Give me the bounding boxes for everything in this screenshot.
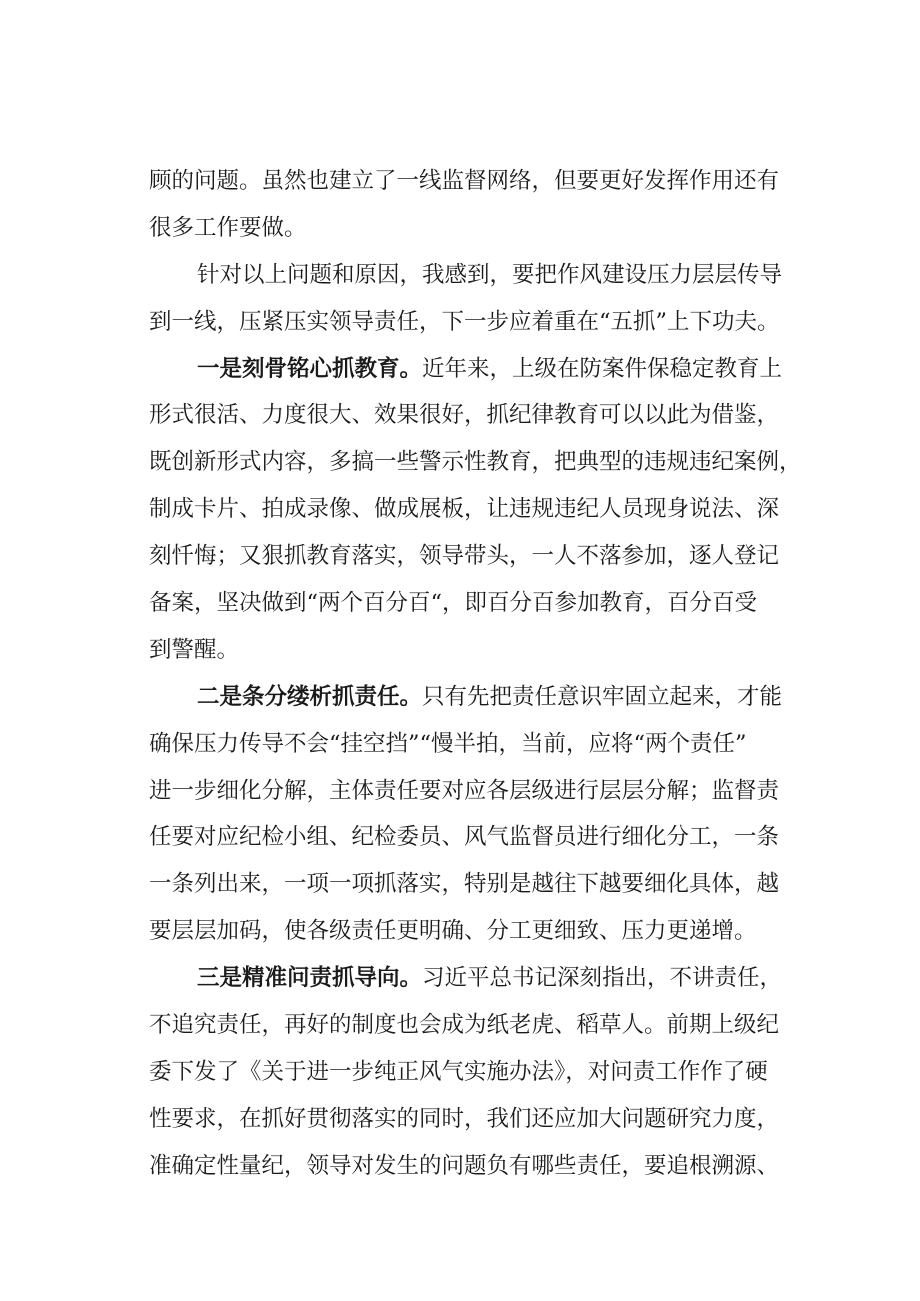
text-line: 针对以上问题和原因，我感到，要把作风建设压力层层传导 <box>197 261 783 288</box>
text-line: 要层层加码，使各级责任更明确、分工更细致、压力更递增。 <box>149 918 757 945</box>
text-line: 制成卡片、拍成录像、做成展板，让违规违纪人员现身说法、深 <box>149 496 780 523</box>
text-line: 委下发了《关于进一步纯正风气实施办法》，对问责工作作了硬 <box>149 1058 768 1085</box>
text-line: 刻忏悔；又狠抓教育落实，领导带头，一人不落参加，逐人登记 <box>149 543 780 570</box>
text-line: 进一步细化分解，主体责任要对应各层级进行层层分解；监督责 <box>149 777 780 804</box>
paragraph-heading: 二是条分缕析抓责任。 <box>197 683 423 710</box>
text-line: 不追究责任，再好的制度也会成为纸老虎、稻草人。前期上级纪 <box>149 1012 780 1039</box>
text-line: 备案，坚决做到“两个百分百“，即百分百参加教育，百分百受 <box>149 590 758 617</box>
paragraph-text: 只有先把责任意识牢固立起来，才能 <box>422 683 783 710</box>
text-line: 形式很活、力度很大、效果很好，抓纪律教育可以以此为借鉴， <box>149 402 780 429</box>
paragraph-heading: 一是刻骨铭心抓教育。 <box>197 355 423 382</box>
document-body <box>149 158 829 1190</box>
paragraph-heading: 三是精准问责抓导向。 <box>197 965 423 992</box>
text-line: 性要求，在抓好贯彻落实的同时，我们还应加大问题研究力度， <box>149 1105 780 1132</box>
text-line: 很多工作要做。 <box>149 214 307 241</box>
text-line: 一条列出来，一项一项抓落实，特别是越往下越要细化具体，越 <box>149 871 780 898</box>
text-line: 任要对应纪检小组、纪检委员、风气监督员进行细化分工，一条 <box>149 824 780 851</box>
text-line: 顾的问题。虽然也建立了一线监督网络，但要更好发挥作用还有 <box>149 168 780 194</box>
paragraph-first-line <box>149 955 829 1002</box>
text-line: 准确定性量纪，领导对发生的问题负有哪些责任，要追根溯源、 <box>149 1152 780 1179</box>
paragraph-first-line <box>149 674 829 721</box>
paragraph-first-line <box>149 346 829 393</box>
text-line: 到一线，压紧压实领导责任，下一步应着重在“五抓”上下功夫。 <box>149 308 780 335</box>
text-line: 到警醒。 <box>149 636 240 663</box>
text-line: 确保压力传导不会“挂空挡”“慢半拍，当前，应将“两个责任” <box>149 730 747 757</box>
text-line: 既创新形式内容，多搞一些警示性教育，把典型的违规违纪案例， <box>149 449 802 476</box>
paragraph-text: 习近平总书记深刻指出，不讲责任， <box>422 965 783 992</box>
paragraph-text: 近年来，上级在防案件保稳定教育上 <box>422 355 783 382</box>
